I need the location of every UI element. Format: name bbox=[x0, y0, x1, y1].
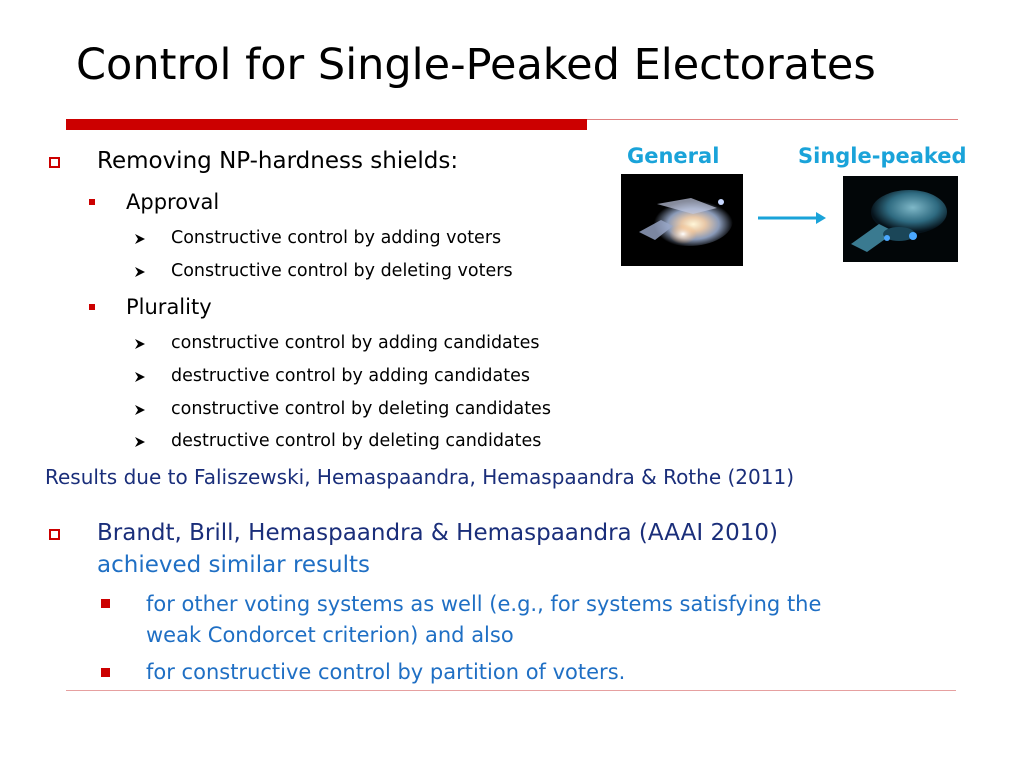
plurality-label: Plurality bbox=[126, 295, 212, 319]
list-item: constructive control by deleting candidates bbox=[171, 399, 551, 419]
arrow-bullet-icon bbox=[134, 233, 146, 245]
section2-heading-line2: achieved similar results bbox=[97, 552, 371, 578]
arrow-bullet-icon bbox=[134, 266, 146, 278]
slide-title: Control for Single-Peaked Electorates bbox=[76, 40, 876, 90]
section2-item-bullet-icon bbox=[101, 668, 110, 677]
figure-label-general: General bbox=[627, 144, 720, 168]
section2-item-line: for constructive control by partition of voters. bbox=[146, 660, 626, 684]
list-item: destructive control by adding candidates bbox=[171, 366, 530, 386]
section2-item-bullet-icon bbox=[101, 599, 110, 608]
footer-divider bbox=[66, 690, 956, 691]
approval-bullet-icon bbox=[89, 199, 95, 205]
section1-bullet-icon bbox=[49, 157, 60, 168]
arrow-bullet-icon bbox=[134, 404, 146, 416]
list-item: constructive control by adding candidates bbox=[171, 333, 540, 353]
list-item: Constructive control by adding voters bbox=[171, 228, 502, 248]
list-item: destructive control by deleting candidates bbox=[171, 431, 542, 451]
list-item: Constructive control by deleting voters bbox=[171, 261, 513, 281]
section2-bullet-icon bbox=[49, 529, 60, 540]
section2-heading-line1: Brandt, Brill, Hemaspaandra & Hemaspaandra (AAAI 2010) bbox=[97, 520, 778, 546]
citation-text: Results due to Faliszewski, Hemaspaandra, Hemaspaandra & Rothe (2011) bbox=[45, 465, 794, 489]
arrow-bullet-icon bbox=[134, 371, 146, 383]
section2-item-line: for other voting systems as well (e.g., for systems satisfying the bbox=[146, 592, 822, 616]
section2-item-line: weak Condorcet criterion) and also bbox=[146, 623, 514, 647]
transition-arrow-icon bbox=[756, 208, 828, 228]
approval-label: Approval bbox=[126, 190, 220, 214]
plurality-bullet-icon bbox=[89, 304, 95, 310]
title-underline-red bbox=[66, 119, 587, 130]
figure-label-single-peaked: Single-peaked bbox=[798, 144, 967, 168]
starship-blue-image bbox=[843, 176, 958, 262]
title-underline-thin bbox=[587, 119, 958, 120]
arrow-bullet-icon bbox=[134, 436, 146, 448]
arrow-bullet-icon bbox=[134, 338, 146, 350]
starship-glowing-image bbox=[621, 174, 743, 266]
section1-heading: Removing NP-hardness shields: bbox=[97, 148, 459, 174]
